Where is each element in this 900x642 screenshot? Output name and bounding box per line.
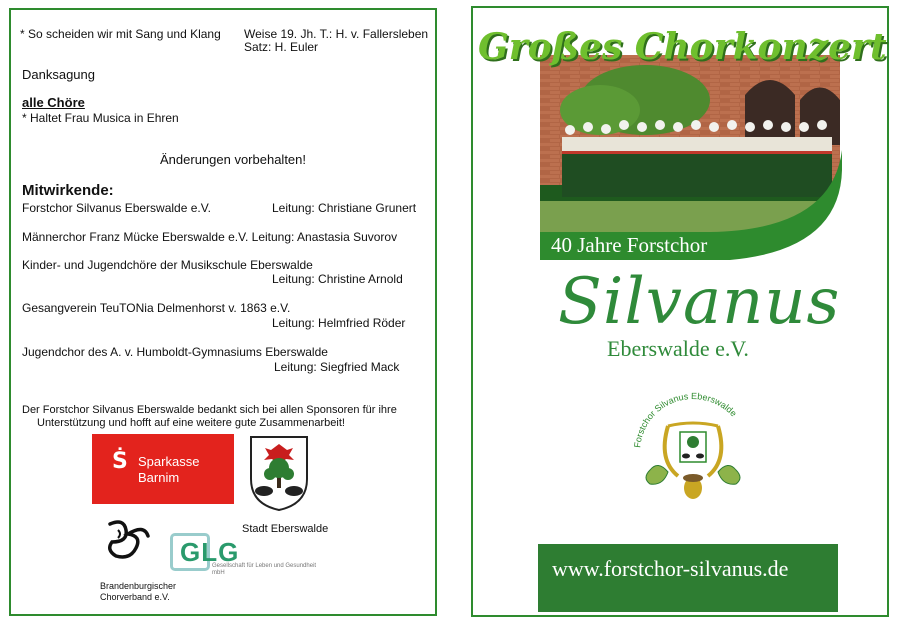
glg-logo — [170, 533, 330, 583]
performer-lead: Leitung: Helmfried Röder — [272, 316, 406, 330]
performer-lead: Leitung: Siegfried Mack — [274, 360, 400, 374]
sparkasse-name: Sparkasse — [138, 454, 200, 469]
changes-note: Änderungen vorbehalten! — [160, 152, 307, 167]
sparkasse-region: Barnim — [138, 470, 180, 485]
performer-name: Jugendchor des A. v. Humboldt-Gymnasiums Eberswalde — [22, 345, 328, 359]
song-arrangement: Satz: H. Euler — [244, 40, 319, 54]
website-banner — [538, 544, 838, 612]
sponsor-thanks: Der Forstchor Silvanus Eberswalde bedankt sich bei allen Sponsoren für ihre — [22, 404, 397, 416]
performers-heading: Mitwirkende: — [22, 182, 114, 199]
performer-name: Männerchor Franz Mücke Eberswalde e.V. Leitung: Anastasia Suvorov — [22, 230, 398, 244]
chorverband-logo-icon — [104, 520, 150, 560]
choir-lyre-emblem-icon — [628, 390, 758, 510]
performer-name: Kinder- und Jugendchöre der Musikschule Eberswalde — [22, 258, 313, 272]
chorverband-label: Brandenburgischer Chorverband e.V. — [100, 581, 177, 602]
performer-lead: Leitung: Christiane Grunert — [272, 201, 417, 215]
svg-text:Forstchor Silvanus Eberswalde: Forstchor Silvanus Eberswalde — [632, 390, 739, 449]
thanks-heading: Danksagung — [22, 67, 95, 82]
final-song: * Haltet Frau Musica in Ehren — [22, 111, 179, 125]
website-url[interactable]: www.forstchor-silvanus.de — [552, 556, 789, 581]
eberswalde-coat-of-arms-icon — [248, 434, 310, 512]
concert-title: Großes Chorkonzert — [478, 26, 887, 68]
choir-location: Eberswalde e.V. — [607, 336, 749, 361]
performer-name: Gesangverein TeuTONia Delmenhorst v. 1863 e.V. — [22, 301, 291, 315]
glg-letters: GLG — [180, 537, 240, 567]
anniversary-subtitle: 40 Jahre Forstchor — [551, 233, 708, 257]
song-credit: Weise 19. Jh. T.: H. v. Fallersleben — [244, 27, 429, 41]
performer-name: Forstchor Silvanus Eberswalde e.V. — [22, 201, 211, 215]
city-label: Stadt Eberswalde — [242, 523, 329, 535]
sparkasse-logo — [92, 434, 234, 504]
song-title: * So scheiden wir mit Sang und Klang — [20, 27, 221, 41]
glg-subtitle: Gesellschaft für Leben und Gesundheit mbH — [212, 563, 317, 576]
performer-lead: Leitung: Christine Arnold — [272, 272, 403, 286]
all-choirs-heading: alle Chöre — [22, 95, 85, 110]
sponsor-thanks-cont: Unterstützung und hofft auf eine weitere gute Zusammenarbeit! — [37, 417, 345, 429]
choir-name: Silvanus — [558, 265, 841, 339]
sparkasse-s-icon: Ṡ — [112, 449, 128, 474]
